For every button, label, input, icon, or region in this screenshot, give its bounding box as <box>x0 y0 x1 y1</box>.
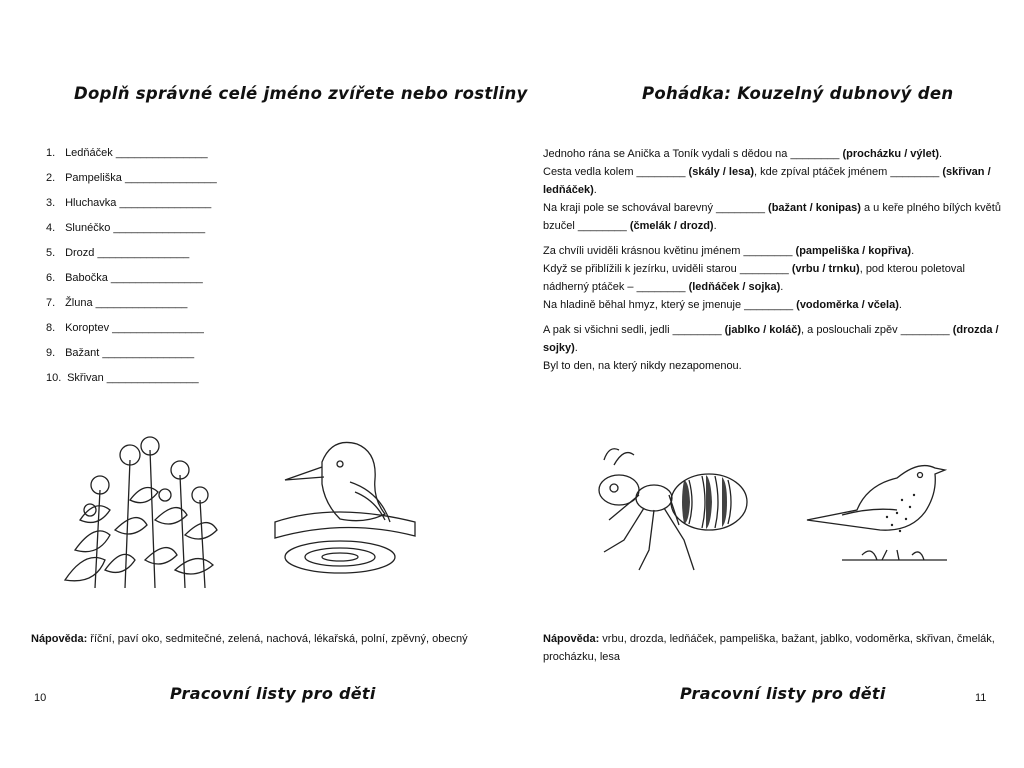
story-paragraph: A pak si všichni sedli, jedli ________ (jablko / koláč), a poslouchali zpěv ________ (drozda / sojky). Byl to den, na který nikdy nezapomenou. <box>543 324 999 372</box>
list-item: 1. Ledňáček _______________ <box>46 147 208 159</box>
nettle-plant-icon <box>55 430 225 590</box>
story-paragraph: Jednoho rána se Anička a Toník vydali s dědou na ________ (procházku / výlet). Cesta vedla kolem ________ (skály / lesa), kde zpíval ptáček jménem ________ (skřivan / ledňáček). Na kraji pole se schovával barevný ________ (bažant / konipas) a u keře plného bílých květů bzučel ________ (čmelák / drozd). <box>543 148 1001 232</box>
story-paragraph: Za chvíli uviděli krásnou květinu jménem ________ (pampeliška / kopřiva). Když se přiblížili k jezírku, uviděli starou ________ (vrbu / trnku), pod kterou poletoval nádherný ptáček – ________ (ledňáček / sojka). Na hladině běhal hmyz, který se jmenuje ________ (vodoměrka / včela). <box>543 245 965 311</box>
ant-insect-icon <box>584 440 754 580</box>
list-item: 3. Hluchavka _______________ <box>46 197 212 209</box>
hint-text: Nápověda: vrbu, drozda, ledňáček, pampeliška, bažant, jablko, vodoměrka, skřivan, čmelák, procházku, lesa <box>543 633 995 663</box>
list-item: 9. Bažant _______________ <box>46 347 195 359</box>
story-text <box>543 145 1013 382</box>
list-item: 10. Skřivan _______________ <box>46 372 199 384</box>
footer-title: Pracovní listy pro děti <box>170 684 376 703</box>
right-page <box>512 0 1024 768</box>
list-item: 5. Drozd _______________ <box>46 247 190 259</box>
list-item: 8. Koroptev _______________ <box>46 322 204 334</box>
page-number: 10 <box>34 692 47 704</box>
kingfisher-bird-icon <box>270 432 420 582</box>
thrush-bird-icon <box>802 455 947 570</box>
footer-title: Pracovní listy pro děti <box>680 684 886 703</box>
hint-text: Nápověda: říční, paví oko, sedmitečné, zelená, nachová, lékařská, polní, zpěvný, obecný <box>31 633 468 645</box>
list-item: 6. Babočka _______________ <box>46 272 203 284</box>
list-item: 2. Pampeliška _______________ <box>46 172 217 184</box>
list-item: 7. Žluna _______________ <box>46 297 188 309</box>
fill-in-list <box>46 146 217 396</box>
page-title: Pohádka: Kouzelný dubnový den <box>642 84 954 103</box>
page-number: 11 <box>975 692 987 704</box>
list-item: 4. Slunéčko _______________ <box>46 222 206 234</box>
page-title: Doplň správné celé jméno zvířete nebo rostliny <box>74 84 528 103</box>
